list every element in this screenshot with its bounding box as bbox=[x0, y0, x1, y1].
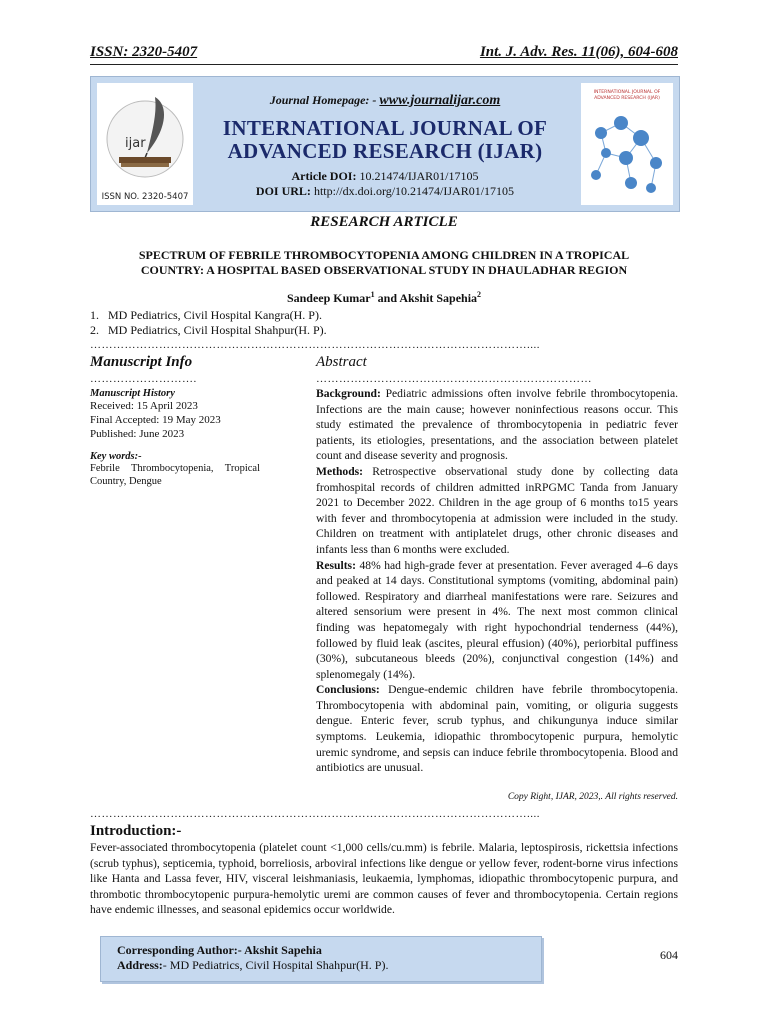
keywords-label: Key words:- bbox=[90, 451, 142, 462]
author-1: Sandeep Kumar bbox=[286, 291, 371, 305]
corresponding-author: Corresponding Author:- Akshit Sapehia bbox=[117, 943, 322, 957]
doi-url-link[interactable]: http://dx.doi.org/10.21474/IJAR01/17105 bbox=[313, 184, 515, 198]
issn-header: ISSN: 2320-5407 bbox=[90, 44, 198, 60]
abstract-heading: Abstract bbox=[316, 354, 367, 370]
results-text: 48% had high-grade fever at presentation. Fever averaged 4–6 days and peaked at 14 days. Constitutional symptoms (vomiting, abdominal pain) followed. Respiratory and diarrheal manifestations were rare. Seizures and altered sensorium were present in 4%. The next most common clinical finding was hepatomegaly with right hypochondrial tenderness (44%), followed by fluid leak (ascites, pleural effusion) (40%), periorbital puffiness (30%), subcutaneous bleeds (20%), conjunctival congestion (14%) and splenomegaly (14%). bbox=[316, 558, 678, 681]
page-number: 604 bbox=[660, 948, 678, 962]
author-1-sup: 1 bbox=[370, 290, 375, 299]
manuscript-info-heading: Manuscript Info bbox=[90, 354, 193, 370]
manuscript-history-label: Manuscript History bbox=[90, 388, 175, 399]
doi-label: Article DOI: bbox=[291, 169, 357, 183]
conclusions-text: Dengue-endemic children have febrile thrombocytopenia. Thrombocytopenia with abdominal pain, vomiting, or oliguria suggests dengue. Enteric fever, scrub typhus, and chikungunya induce similar symptoms. Leukemia, idiopathic thrombocytopenic purpura, hemolytic uremic syndrome, and sepsis can induce febrile thrombocytopenia. Blood and antibiotics are unusual. bbox=[316, 683, 678, 775]
background-label: Background: bbox=[316, 387, 381, 400]
ijar-logo bbox=[97, 83, 193, 205]
citation-header: Int. J. Adv. Res. 11(06), 604-608 bbox=[479, 44, 678, 60]
svg-text:ADVANCED RESEARCH (IJAR): ADVANCED RESEARCH (IJAR) bbox=[594, 96, 660, 101]
logo-issn-text: ISSN NO. 2320-5407 bbox=[101, 192, 189, 202]
published-date: Published: June 2023 bbox=[90, 428, 185, 440]
copyright-notice: Copy Right, IJAR, 2023,. All rights reserved. bbox=[507, 792, 678, 802]
author-2-sup: 2 bbox=[477, 290, 482, 299]
doi-value: 10.21474/IJAR01/17105 bbox=[359, 169, 479, 183]
accepted-date: Final Accepted: 19 May 2023 bbox=[90, 414, 221, 426]
results-label: Results: bbox=[316, 558, 356, 572]
journal-cover-image bbox=[581, 83, 673, 205]
doi-url-label: DOI URL: bbox=[255, 184, 311, 198]
abstract-conclusions bbox=[316, 682, 678, 776]
abstract-background bbox=[316, 386, 678, 464]
article-title-line2: COUNTRY: A HOSPITAL BASED OBSERVATIONAL STUDY IN DHAULADHAR REGION bbox=[140, 263, 628, 277]
received-date: Received: 15 April 2023 bbox=[90, 400, 198, 412]
article-title-line1: SPECTRUM OF FEBRILE THROMBOCYTOPENIA AMONG CHILDREN IN A TROPICAL bbox=[138, 248, 630, 262]
article-title bbox=[90, 248, 678, 278]
author-conjunction: and bbox=[377, 291, 397, 305]
doi-block bbox=[201, 169, 569, 199]
corresponding-author-box bbox=[100, 936, 542, 982]
svg-text:INTERNATIONAL JOURNAL OF: INTERNATIONAL JOURNAL OF bbox=[593, 90, 661, 95]
methods-label: Methods: bbox=[316, 464, 364, 478]
journal-banner bbox=[90, 76, 680, 212]
introduction-heading: Introduction:- bbox=[90, 823, 182, 839]
author-line bbox=[90, 290, 678, 306]
svg-text:ijar: ijar bbox=[125, 136, 146, 151]
abstract-dots: ……………………………………………………………… bbox=[316, 373, 592, 385]
homepage-label: Journal Homepage: - bbox=[269, 93, 377, 107]
homepage-line bbox=[201, 93, 569, 109]
keywords-text: Febrile Thrombocytopenia, Tropical Country, Dengue bbox=[90, 463, 260, 487]
journal-title-line2: ADVANCED RESEARCH (IJAR) bbox=[227, 139, 543, 163]
abstract-section bbox=[316, 354, 678, 776]
methods-text: Retrospective observational study done by collecting data fromhospital records of children admitted inRPGMC Tanda from January 2021 to December 2022. Children in the age group of 6 months to15 years with fever and thrombocytopenia at admission were included in the study. Children on treatment with antiplatelet drugs, other chronic diseases and infants less than 6 months were excluded. bbox=[316, 464, 678, 556]
abstract-methods bbox=[316, 464, 678, 558]
journal-title-line1: INTERNATIONAL JOURNAL OF bbox=[222, 116, 548, 140]
manuscript-info bbox=[90, 354, 260, 488]
affiliation-2: 2. MD Pediatrics, Civil Hospital Shahpur(H. P). bbox=[90, 323, 327, 337]
address-label: Address: bbox=[117, 958, 163, 972]
header-rule bbox=[90, 64, 678, 65]
background-text: Pediatric admissions often involve febrile thrombocytopenia. Infections are the main cause; however noninfectious reasons occur. This study estimated the prevalence of thrombocytopenia in pediatric fever patients, its etiologies, presentations, and the association between platelet count and disease severity and prognosis. bbox=[316, 387, 678, 463]
journal-title bbox=[191, 117, 579, 163]
address-text: - MD Pediatrics, Civil Hospital Shahpur(H. P). bbox=[162, 958, 389, 972]
article-type: RESEARCH ARTICLE bbox=[310, 214, 458, 230]
separator-dots-bottom: …………………………………………………………………………………………………….... bbox=[90, 808, 540, 820]
author-2: Akshit Sapehia bbox=[399, 291, 478, 305]
abstract-results bbox=[316, 558, 678, 683]
introduction-body: Fever-associated thrombocytopenia (platelet count <1,000 cells/cu.mm) is febrile. Malaria, leptospirosis, rickettsia infections (scrub typhus), septicemia, typhoid, borreliosis, arboviral infections like dengue or yellow fever, rodent-borne virus infections like Hanta and Lassa fever, HIV, visceral leishmaniasis, leukaemia, lymphomas, idiopathic thrombocytopenic purpura, and thrombotic thrombocytopenic purpura-hemolytic uremi are common causes of fever and thrombocytopenia. Certain regions have endemic illnesses, and seasonal epidemics occur worldwide. bbox=[90, 841, 678, 917]
separator-dots-top: …………………………………………………………………………………………………….... bbox=[90, 339, 540, 351]
manuscript-info-dots: ………………………. bbox=[90, 373, 197, 385]
affiliation-1: 1. MD Pediatrics, Civil Hospital Kangra(H. P). bbox=[90, 308, 322, 322]
affiliation-list bbox=[90, 308, 327, 338]
homepage-link[interactable]: www.journalijar.com bbox=[379, 93, 501, 108]
conclusions-label: Conclusions: bbox=[316, 683, 380, 697]
